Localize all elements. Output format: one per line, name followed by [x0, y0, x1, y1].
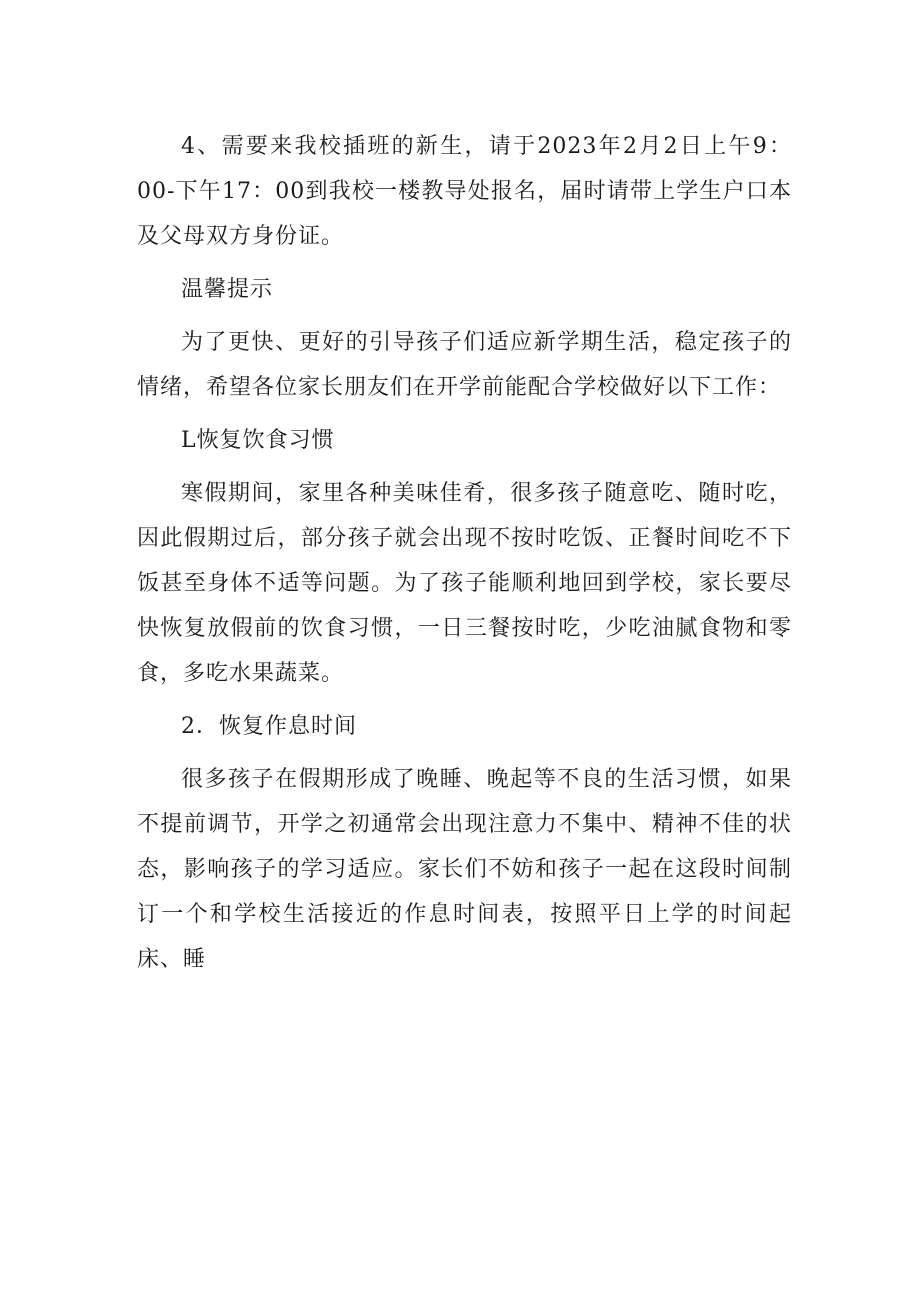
- paragraph-schedule: 很多孩子在假期形成了晚睡、晚起等不良的生活习惯，如果不提前调节，开学之初通常会出现注意力不集中、精神不佳的状态，影响孩子的学习适应。家长们不妨和孩子一起在这段时间制订一个和学校生活接近的作息时间表，按照平日上学的时间起床、睡: [137, 767, 792, 972]
- heading-diet-habits: L恢复饮食习惯: [181, 428, 335, 453]
- paragraph-diet: 寒假期间，家里各种美味佳肴，很多孩子随意吃、随时吃，因此假期过后，部分孩子就会出现不按时吃饭、正餐时间吃不下饭甚至身体不适等问题。为了孩子能顺利地回到学校，家长要尽快恢复放假前的饮食习惯，一日三餐按时吃，少吃油腻食物和零食，多吃水果蔬菜。: [137, 481, 792, 686]
- heading-schedule: 2．恢复作息时间: [181, 714, 357, 739]
- heading-warm-tips: 温馨提示: [181, 277, 274, 302]
- document-body: [137, 124, 792, 982]
- paragraph-intro: 为了更快、更好的引导孩子们适应新学期生活，稳定孩子的情绪，希望各位家长朋友们在开学前能配合学校做好以下工作：: [137, 330, 792, 400]
- paragraph-registration: 4、需要来我校插班的新生，请于2023年2月2日上午9：00-下午17：00到我校一楼教导处报名，届时请带上学生户口本及父母双方身份证。: [137, 134, 792, 249]
